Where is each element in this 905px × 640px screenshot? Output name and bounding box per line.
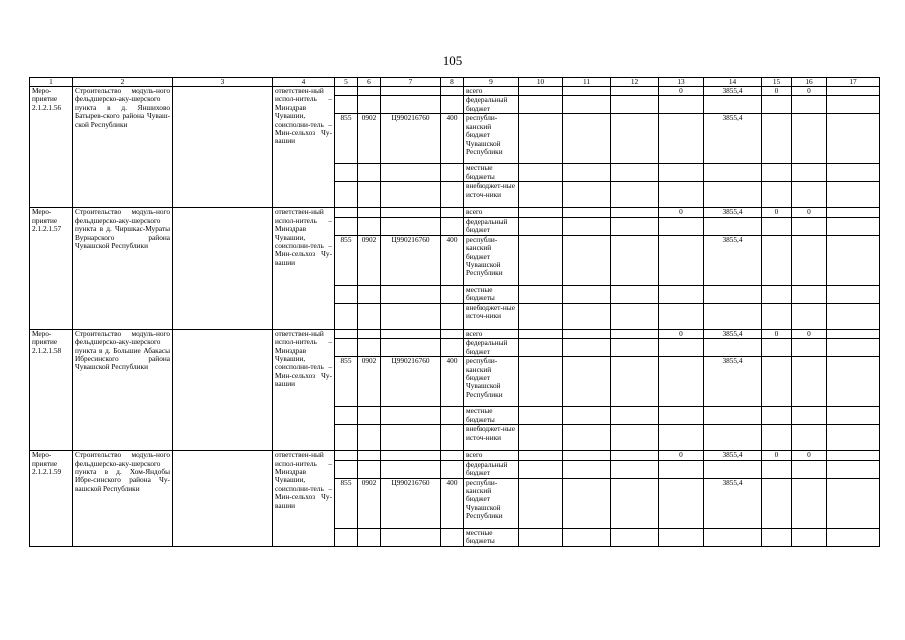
value-cell: 0 (659, 329, 704, 338)
value-cell (659, 460, 704, 478)
value-cell (792, 164, 827, 182)
funding-source: республи-канский бюджет Чувашской Республики (464, 114, 519, 164)
rzpr-cell (358, 407, 381, 425)
value-cell (519, 96, 563, 114)
value-cell (611, 208, 659, 217)
grbs-cell (335, 528, 358, 546)
csr-cell (381, 208, 441, 217)
funding-source: внебюджет-ные источ-ники (464, 182, 519, 208)
csr-cell (381, 164, 441, 182)
csr-cell (381, 96, 441, 114)
column-header: 1 (30, 78, 73, 87)
value-cell (792, 182, 827, 208)
executor-cell: ответствен-ный испол-нитель – Минздрав Чувашии, соисполни-тель – Мин-сельхоз Чу-вашии (273, 329, 335, 450)
value-cell (659, 528, 704, 546)
vr-cell (441, 208, 464, 217)
grbs-cell (335, 425, 358, 451)
value-cell (704, 164, 762, 182)
value-cell (519, 451, 563, 460)
column-header: 12 (611, 78, 659, 87)
value-cell (762, 528, 792, 546)
grbs-cell: 855 (335, 114, 358, 164)
value-cell (611, 285, 659, 303)
csr-cell: Ц990216760 (381, 478, 441, 528)
value-cell: 0 (659, 451, 704, 460)
value-cell: 0 (792, 451, 827, 460)
value-cell (659, 285, 704, 303)
value-cell (792, 114, 827, 164)
measure-id: Меро-приятие 2.1.2.1.59 (30, 451, 73, 546)
value-cell (563, 182, 611, 208)
value-cell (762, 235, 792, 285)
grbs-cell (335, 208, 358, 217)
value-cell (792, 96, 827, 114)
value-cell (827, 528, 880, 546)
value-cell (563, 164, 611, 182)
value-cell (519, 114, 563, 164)
funding-source: республи-канский бюджет Чувашской Республики (464, 478, 519, 528)
value-cell (611, 329, 659, 338)
value-cell: 3855,4 (704, 208, 762, 217)
value-cell (563, 528, 611, 546)
csr-cell: Ц990216760 (381, 357, 441, 407)
funding-source: местные бюджеты (464, 164, 519, 182)
value-cell (563, 217, 611, 235)
column-header: 13 (659, 78, 704, 87)
value-cell (659, 217, 704, 235)
value-cell (792, 425, 827, 451)
rzpr-cell (358, 329, 381, 338)
value-cell (659, 357, 704, 407)
value-cell (827, 407, 880, 425)
csr-cell (381, 182, 441, 208)
csr-cell (381, 329, 441, 338)
csr-cell (381, 425, 441, 451)
value-cell (792, 285, 827, 303)
value-cell (762, 217, 792, 235)
value-cell (762, 96, 792, 114)
value-cell (519, 425, 563, 451)
value-cell (611, 357, 659, 407)
value-cell (611, 460, 659, 478)
value-cell (519, 407, 563, 425)
value-cell (519, 329, 563, 338)
funding-source: внебюджет-ные источ-ники (464, 303, 519, 329)
value-cell (704, 182, 762, 208)
value-cell (762, 407, 792, 425)
value-cell (611, 339, 659, 357)
value-cell (792, 528, 827, 546)
vr-cell: 400 (441, 357, 464, 407)
value-cell (827, 164, 880, 182)
funding-source: всего (464, 451, 519, 460)
csr-cell (381, 339, 441, 357)
measure-title: Строительство модуль-ного фельдшерско-аку-шерского пункта в д. Яншихово Батырев-ского района Чуваш-ской Республики (73, 87, 173, 208)
value-cell (792, 217, 827, 235)
value-cell: 0 (762, 451, 792, 460)
value-cell (611, 217, 659, 235)
value-cell (611, 478, 659, 528)
rzpr-cell (358, 164, 381, 182)
value-cell (827, 329, 880, 338)
value-cell (762, 478, 792, 528)
page-number: 105 (442, 53, 463, 68)
value-cell (827, 208, 880, 217)
column-header: 4 (273, 78, 335, 87)
value-cell (519, 87, 563, 96)
value-cell (762, 425, 792, 451)
grbs-cell (335, 303, 358, 329)
value-cell (519, 528, 563, 546)
value-cell (659, 114, 704, 164)
funding-source: местные бюджеты (464, 407, 519, 425)
csr-cell (381, 285, 441, 303)
value-cell (659, 478, 704, 528)
csr-cell (381, 460, 441, 478)
value-cell (563, 425, 611, 451)
value-cell (659, 182, 704, 208)
value-cell: 3855,4 (704, 114, 762, 164)
value-cell (704, 528, 762, 546)
rzpr-cell: 0902 (358, 478, 381, 528)
value-cell (519, 182, 563, 208)
column-header: 2 (73, 78, 173, 87)
vr-cell (441, 425, 464, 451)
value-cell (519, 357, 563, 407)
grbs-cell (335, 460, 358, 478)
value-cell (827, 357, 880, 407)
measure-title: Строительство модуль-ного фельдшерско-аку-шерского пункта в д. Большие Абакасы Ибресинского района Чувашской Республики (73, 329, 173, 450)
value-cell (519, 460, 563, 478)
value-cell (563, 407, 611, 425)
value-cell (792, 303, 827, 329)
executor-cell: ответствен-ный испол-нитель – Минздрав Чувашии, соисполни-тель – Мин-сельхоз Чу-вашии (273, 208, 335, 329)
column-header: 3 (173, 78, 273, 87)
rzpr-cell (358, 339, 381, 357)
value-cell (827, 478, 880, 528)
csr-cell: Ц990216760 (381, 235, 441, 285)
vr-cell (441, 339, 464, 357)
value-cell (704, 339, 762, 357)
value-cell (704, 460, 762, 478)
csr-cell (381, 451, 441, 460)
vr-cell (441, 217, 464, 235)
column-header: 11 (563, 78, 611, 87)
value-cell: 0 (762, 208, 792, 217)
column-header: 17 (827, 78, 880, 87)
value-cell: 3855,4 (704, 357, 762, 407)
value-cell (519, 285, 563, 303)
value-cell (611, 235, 659, 285)
header-row (30, 78, 880, 87)
vr-cell (441, 164, 464, 182)
funding-source: всего (464, 329, 519, 338)
executor-cell: ответствен-ный испол-нитель – Минздрав Чувашии, соисполни-тель – Мин-сельхоз Чу-вашии (273, 87, 335, 208)
column-header: 6 (358, 78, 381, 87)
value-cell: 3855,4 (704, 329, 762, 338)
value-cell (762, 285, 792, 303)
rzpr-cell (358, 217, 381, 235)
table-row (30, 329, 880, 338)
vr-cell (441, 451, 464, 460)
value-cell (563, 87, 611, 96)
value-cell (762, 460, 792, 478)
value-cell (762, 114, 792, 164)
grbs-cell (335, 329, 358, 338)
value-cell (704, 425, 762, 451)
rzpr-cell (358, 182, 381, 208)
csr-cell: Ц990216760 (381, 114, 441, 164)
rzpr-cell (358, 208, 381, 217)
value-cell (827, 182, 880, 208)
value-cell (611, 407, 659, 425)
value-cell: 0 (792, 87, 827, 96)
grbs-cell (335, 285, 358, 303)
value-cell (611, 425, 659, 451)
rzpr-cell (358, 87, 381, 96)
vr-cell (441, 96, 464, 114)
column-header: 14 (704, 78, 762, 87)
vr-cell (441, 407, 464, 425)
value-cell (659, 425, 704, 451)
empty-cell (173, 87, 273, 208)
measure-id: Меро-приятие 2.1.2.1.58 (30, 329, 73, 450)
value-cell (704, 96, 762, 114)
value-cell (563, 329, 611, 338)
funding-source: местные бюджеты (464, 285, 519, 303)
rzpr-cell (358, 96, 381, 114)
value-cell (827, 96, 880, 114)
value-cell (704, 285, 762, 303)
value-cell (563, 451, 611, 460)
value-cell (762, 164, 792, 182)
value-cell (704, 303, 762, 329)
funding-source: федеральный бюджет (464, 339, 519, 357)
value-cell (611, 96, 659, 114)
grbs-cell (335, 451, 358, 460)
empty-cell (173, 208, 273, 329)
empty-cell (173, 329, 273, 450)
funding-source: всего (464, 87, 519, 96)
grbs-cell (335, 164, 358, 182)
value-cell (762, 357, 792, 407)
grbs-cell (335, 217, 358, 235)
value-cell: 0 (762, 87, 792, 96)
column-header: 15 (762, 78, 792, 87)
csr-cell (381, 407, 441, 425)
value-cell: 3855,4 (704, 235, 762, 285)
table-row (30, 451, 880, 460)
funding-source: всего (464, 208, 519, 217)
table-row (30, 208, 880, 217)
program-table (29, 77, 880, 547)
value-cell (519, 339, 563, 357)
rzpr-cell (358, 285, 381, 303)
value-cell (659, 407, 704, 425)
funding-source: местные бюджеты (464, 528, 519, 546)
grbs-cell (335, 339, 358, 357)
vr-cell: 400 (441, 114, 464, 164)
grbs-cell: 855 (335, 357, 358, 407)
vr-cell (441, 303, 464, 329)
rzpr-cell (358, 528, 381, 546)
value-cell (827, 339, 880, 357)
rzpr-cell (358, 460, 381, 478)
value-cell (792, 478, 827, 528)
vr-cell (441, 460, 464, 478)
csr-cell (381, 217, 441, 235)
grbs-cell: 855 (335, 478, 358, 528)
measure-id: Меро-приятие 2.1.2.1.57 (30, 208, 73, 329)
value-cell (659, 303, 704, 329)
funding-source: внебюджет-ные источ-ники (464, 425, 519, 451)
value-cell (827, 451, 880, 460)
value-cell (611, 528, 659, 546)
column-header: 10 (519, 78, 563, 87)
value-cell (611, 114, 659, 164)
value-cell (762, 182, 792, 208)
vr-cell (441, 182, 464, 208)
value-cell (792, 407, 827, 425)
vr-cell (441, 528, 464, 546)
value-cell (792, 339, 827, 357)
grbs-cell: 855 (335, 235, 358, 285)
grbs-cell (335, 87, 358, 96)
grbs-cell (335, 96, 358, 114)
table-row (30, 87, 880, 96)
value-cell (792, 235, 827, 285)
value-cell: 0 (792, 329, 827, 338)
value-cell (792, 357, 827, 407)
rzpr-cell: 0902 (358, 114, 381, 164)
value-cell (762, 339, 792, 357)
measure-id: Меро-приятие 2.1.2.1.56 (30, 87, 73, 208)
value-cell (519, 303, 563, 329)
value-cell (827, 460, 880, 478)
csr-cell (381, 87, 441, 96)
value-cell (563, 235, 611, 285)
value-cell: 3855,4 (704, 87, 762, 96)
column-header: 8 (441, 78, 464, 87)
value-cell (827, 235, 880, 285)
grbs-cell (335, 182, 358, 208)
value-cell: 3855,4 (704, 478, 762, 528)
value-cell (563, 478, 611, 528)
vr-cell (441, 285, 464, 303)
value-cell (827, 217, 880, 235)
value-cell: 0 (792, 208, 827, 217)
value-cell (563, 339, 611, 357)
value-cell (563, 357, 611, 407)
value-cell: 3855,4 (704, 451, 762, 460)
value-cell (659, 96, 704, 114)
column-header: 9 (464, 78, 519, 87)
value-cell (563, 285, 611, 303)
value-cell (659, 164, 704, 182)
value-cell (659, 235, 704, 285)
rzpr-cell (358, 303, 381, 329)
value-cell (519, 217, 563, 235)
value-cell: 0 (659, 208, 704, 217)
empty-cell (173, 451, 273, 546)
value-cell (611, 303, 659, 329)
funding-source: федеральный бюджет (464, 217, 519, 235)
value-cell (611, 87, 659, 96)
value-cell (827, 425, 880, 451)
value-cell (611, 164, 659, 182)
value-cell (563, 114, 611, 164)
value-cell (563, 96, 611, 114)
executor-cell: ответствен-ный испол-нитель – Минздрав Чувашии, соисполни-тель – Мин-сельхоз Чу-вашии (273, 451, 335, 546)
column-header: 7 (381, 78, 441, 87)
value-cell (519, 235, 563, 285)
column-header: 5 (335, 78, 358, 87)
value-cell (519, 478, 563, 528)
value-cell (611, 182, 659, 208)
funding-source: федеральный бюджет (464, 96, 519, 114)
vr-cell (441, 87, 464, 96)
value-cell (704, 217, 762, 235)
measure-title: Строительство модуль-ного фельдшерско-аку-шерского пункта в д. Хом-Яндобы Ибре-синского района Чу-вашской Республики (73, 451, 173, 546)
value-cell (827, 285, 880, 303)
value-cell: 0 (659, 87, 704, 96)
rzpr-cell (358, 451, 381, 460)
measure-title: Строительство модуль-ного фельдшерско-аку-шерского пункта в д. Чиршкас-Мураты Вурнарского района Чувашской Республики (73, 208, 173, 329)
value-cell (563, 460, 611, 478)
vr-cell (441, 329, 464, 338)
value-cell (659, 339, 704, 357)
csr-cell (381, 528, 441, 546)
value-cell (762, 303, 792, 329)
rzpr-cell: 0902 (358, 235, 381, 285)
funding-source: республи-канский бюджет Чувашской Республики (464, 235, 519, 285)
value-cell: 0 (762, 329, 792, 338)
column-header: 16 (792, 78, 827, 87)
funding-source: республи-канский бюджет Чувашской Республики (464, 357, 519, 407)
rzpr-cell: 0902 (358, 357, 381, 407)
funding-source: федеральный бюджет (464, 460, 519, 478)
grbs-cell (335, 407, 358, 425)
value-cell (611, 451, 659, 460)
value-cell (704, 407, 762, 425)
value-cell (792, 460, 827, 478)
vr-cell: 400 (441, 478, 464, 528)
value-cell (563, 208, 611, 217)
value-cell (827, 303, 880, 329)
rzpr-cell (358, 425, 381, 451)
value-cell (519, 164, 563, 182)
vr-cell: 400 (441, 235, 464, 285)
value-cell (519, 208, 563, 217)
value-cell (827, 87, 880, 96)
value-cell (827, 114, 880, 164)
value-cell (563, 303, 611, 329)
csr-cell (381, 303, 441, 329)
